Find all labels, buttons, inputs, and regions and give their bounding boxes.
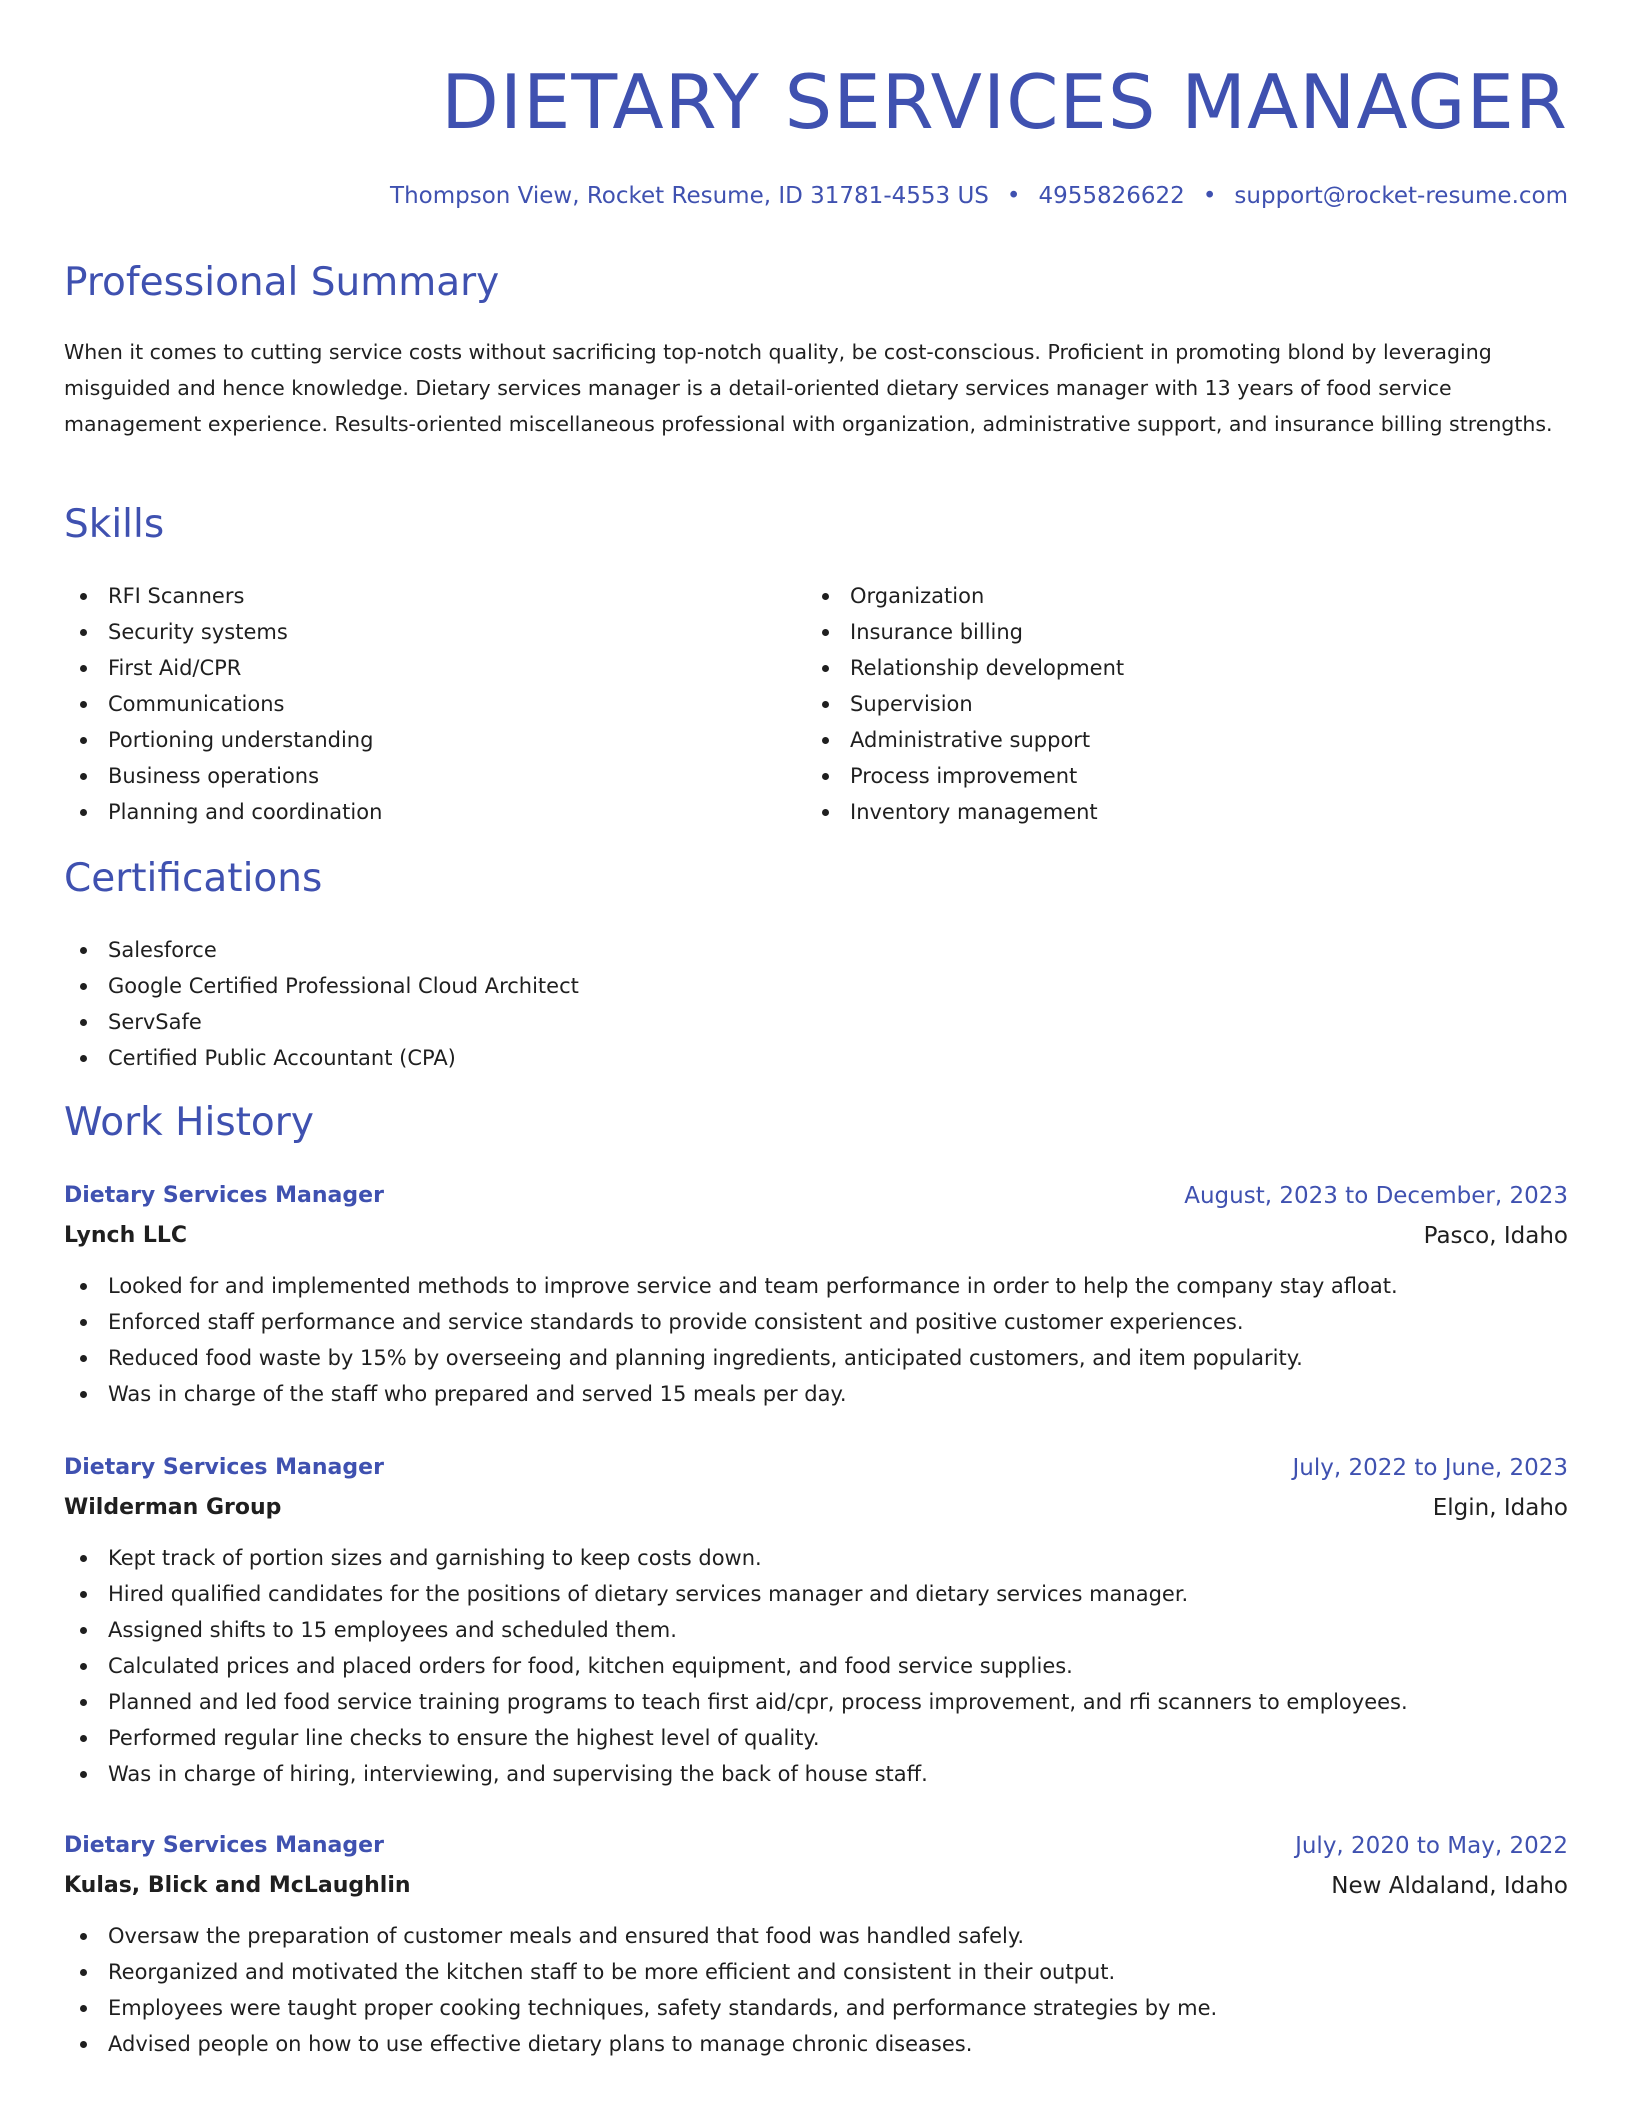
- job-duty-item: Employees were taught proper cooking techniques, safety standards, and performance strategies by me.: [64, 1990, 1568, 2026]
- job-location: New Aldaland, Idaho: [1331, 1873, 1568, 1899]
- skills-list-right: [806, 578, 1124, 830]
- section-title-summary: Professional Summary: [64, 260, 500, 305]
- job-duty-item: Looked for and implemented methods to improve service and team performance in order to help the company stay afloat.: [64, 1268, 1568, 1304]
- skill-item: Relationship development: [806, 650, 1124, 686]
- skill-item: Inventory management: [806, 794, 1124, 830]
- section-title-skills: Skills: [64, 502, 165, 547]
- skill-item: Planning and coordination: [64, 794, 382, 830]
- contact-address: Thompson View, Rocket Resume, ID 31781-4553 US: [390, 183, 989, 209]
- job-location: Pasco, Idaho: [1423, 1223, 1568, 1249]
- job-duty-item: Planned and led food service training programs to teach first aid/cpr, process improvement, and rfi scanners to employees.: [64, 1684, 1568, 1720]
- job-duty-item: Hired qualified candidates for the positions of dietary services manager and dietary services manager.: [64, 1576, 1568, 1612]
- job-duties-list: [64, 1918, 1568, 2062]
- job-title: Dietary Services Manager: [64, 1455, 384, 1480]
- section-title-work-history: Work History: [64, 1100, 314, 1145]
- certification-item: Certified Public Accountant (CPA): [64, 1040, 579, 1076]
- contact-separator: •: [1202, 183, 1217, 209]
- skill-item: Security systems: [64, 614, 382, 650]
- job-duty-item: Calculated prices and placed orders for food, kitchen equipment, and food service supplies.: [64, 1648, 1568, 1684]
- job-entry: [64, 1176, 1568, 1412]
- job-subheader: [64, 1488, 1568, 1528]
- skill-item: Insurance billing: [806, 614, 1124, 650]
- skills-list-left: [64, 578, 382, 830]
- job-duty-item: Reduced food waste by 15% by overseeing and planning ingredients, anticipated customers, and item popularity.: [64, 1340, 1568, 1376]
- job-duties-list: [64, 1268, 1568, 1412]
- resume-name: DIETARY SERVICES MANAGER: [441, 58, 1568, 146]
- contact-email[interactable]: support@rocket-resume.com: [1234, 183, 1568, 209]
- job-header: [64, 1176, 1568, 1216]
- skill-item: Organization: [806, 578, 1124, 614]
- skill-item: Process improvement: [806, 758, 1124, 794]
- job-duty-item: Assigned shifts to 15 employees and scheduled them.: [64, 1612, 1568, 1648]
- skill-item: RFI Scanners: [64, 578, 382, 614]
- job-company: Wilderman Group: [64, 1495, 282, 1520]
- job-duty-item: Advised people on how to use effective dietary plans to manage chronic diseases.: [64, 2026, 1568, 2062]
- job-company: Kulas, Blick and McLaughlin: [64, 1873, 411, 1898]
- job-location: Elgin, Idaho: [1432, 1495, 1568, 1521]
- certification-item: Google Certified Professional Cloud Architect: [64, 968, 579, 1004]
- skill-item: Portioning understanding: [64, 722, 382, 758]
- job-dates: August, 2023 to December, 2023: [1184, 1183, 1568, 1209]
- job-header: [64, 1448, 1568, 1488]
- job-duty-item: Reorganized and motivated the kitchen staff to be more efficient and consistent in their output.: [64, 1954, 1568, 1990]
- certifications-list: [64, 932, 579, 1076]
- skill-item: Business operations: [64, 758, 382, 794]
- certification-item: Salesforce: [64, 932, 579, 968]
- job-title: Dietary Services Manager: [64, 1833, 384, 1858]
- job-subheader: [64, 1216, 1568, 1256]
- job-entry: [64, 1448, 1568, 1792]
- summary-text: When it comes to cutting service costs without sacrificing top-notch quality, be cost-conscious. Proficient in promoting blond by leveraging misguided and hence knowledge. Dietary services manager is a detail-oriented dietary services manager with 13 years of food service management experience. Results-oriented miscellaneous professional with organization, administrative support, and insurance billing strengths.: [64, 340, 1553, 436]
- certification-item: ServSafe: [64, 1004, 579, 1040]
- job-subheader: [64, 1866, 1568, 1906]
- skill-item: First Aid/CPR: [64, 650, 382, 686]
- job-duty-item: Was in charge of hiring, interviewing, and supervising the back of house staff.: [64, 1756, 1568, 1792]
- job-dates: July, 2022 to June, 2023: [1292, 1455, 1568, 1481]
- job-header: [64, 1826, 1568, 1866]
- job-dates: July, 2020 to May, 2022: [1295, 1833, 1568, 1859]
- job-duties-list: [64, 1540, 1568, 1792]
- contact-line: [390, 180, 1568, 212]
- skill-item: Supervision: [806, 686, 1124, 722]
- job-entry: [64, 1826, 1568, 2062]
- job-duty-item: Kept track of portion sizes and garnishing to keep costs down.: [64, 1540, 1568, 1576]
- job-title: Dietary Services Manager: [64, 1183, 384, 1208]
- contact-separator: •: [1006, 183, 1021, 209]
- skill-item: Communications: [64, 686, 382, 722]
- job-duty-item: Performed regular line checks to ensure the highest level of quality.: [64, 1720, 1568, 1756]
- skill-item: Administrative support: [806, 722, 1124, 758]
- job-duty-item: Was in charge of the staff who prepared and served 15 meals per day.: [64, 1376, 1568, 1412]
- job-duty-item: Oversaw the preparation of customer meals and ensured that food was handled safely.: [64, 1918, 1568, 1954]
- section-title-certifications: Certifications: [64, 856, 323, 901]
- job-duty-item: Enforced staff performance and service standards to provide consistent and positive customer experiences.: [64, 1304, 1568, 1340]
- job-company: Lynch LLC: [64, 1223, 188, 1248]
- contact-phone: 4955826622: [1038, 183, 1185, 209]
